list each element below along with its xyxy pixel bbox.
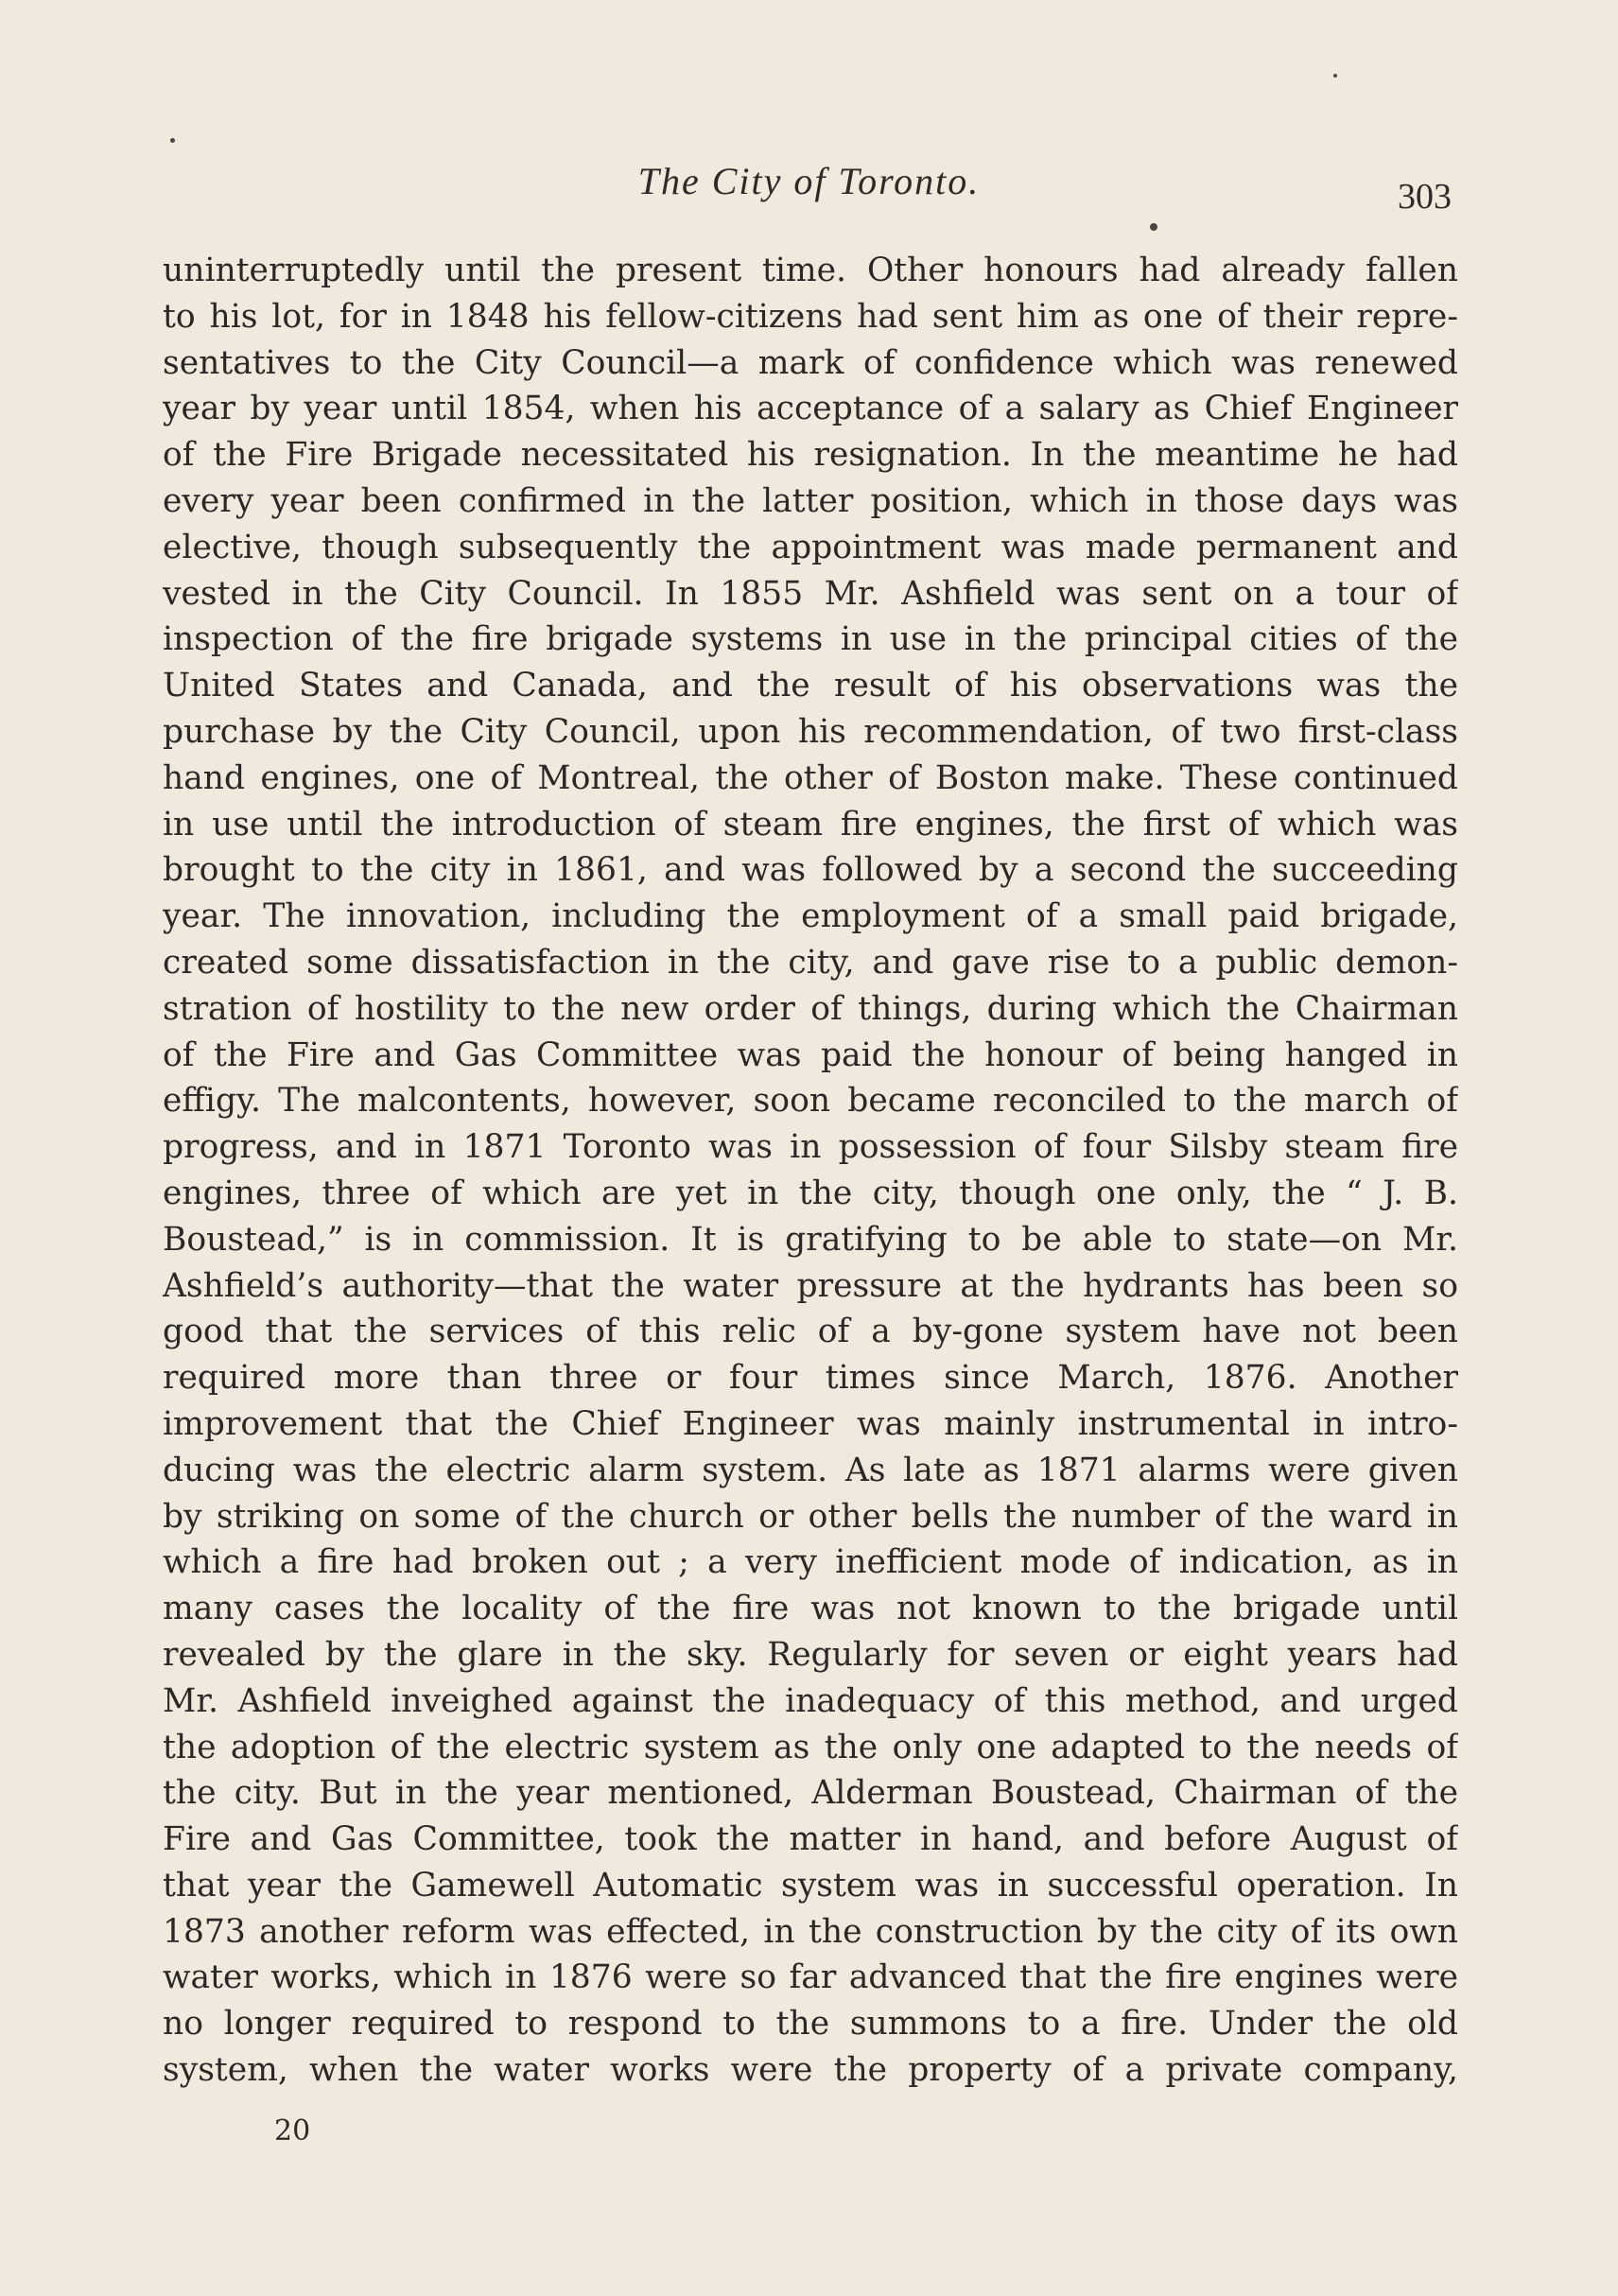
page-number: 303 <box>1398 177 1452 217</box>
text-line: inspection of the fire brigade systems in use in the principal cities of the <box>163 620 1458 659</box>
text-line: good that the services of this relic of a by-gone system have not been <box>163 1313 1458 1351</box>
text-line: in use until the introduction of steam fire engines, the first of which was <box>163 805 1458 844</box>
text-line: which a fire had broken out ; a very inefficient mode of indication, as in <box>163 1543 1458 1582</box>
text-line: effigy. The malcontents, however, soon became reconciled to the march of <box>163 1082 1458 1121</box>
text-line: engines, three of which are yet in the city, though one only, the “ J. B. <box>163 1174 1458 1212</box>
text-line: sentatives to the City Council—a mark of confidence which was renewed <box>163 343 1458 382</box>
print-speck <box>1150 223 1157 231</box>
text-line: no longer required to respond to the summons to a fire. Under the old <box>163 2005 1458 2044</box>
text-line: year. The innovation, including the employment of a small paid brigade, <box>163 897 1458 936</box>
text-line: 1873 another reform was effected, in the construction by the city of its own <box>163 1912 1458 1951</box>
text-line: vested in the City Council. In 1855 Mr. Ashfield was sent on a tour of <box>163 574 1458 613</box>
running-title: The City of Toronto. <box>637 160 981 202</box>
text-line: the adoption of the electric system as the only one adapted to the needs of <box>163 1728 1458 1766</box>
text-line: brought to the city in 1861, and was followed by a second the succeeding <box>163 851 1458 890</box>
text-line: by striking on some of the church or other bells the number of the ward in <box>163 1497 1458 1536</box>
text-line: system, when the water works were the property of a private company, <box>163 2051 1458 2090</box>
text-line: created some dissatisfaction in the city, and gave rise to a public demon- <box>163 943 1458 982</box>
text-line: required more than three or four times since March, 1876. Another <box>163 1359 1458 1398</box>
text-line: water works, which in 1876 were so far advanced that the fire engines were <box>163 1958 1458 1997</box>
print-speck <box>1333 74 1337 78</box>
text-line: Fire and Gas Committee, took the matter in hand, and before August of <box>163 1820 1458 1859</box>
text-line: uninterruptedly until the present time. Other honours had already fallen <box>163 252 1458 289</box>
text-line: improvement that the Chief Engineer was mainly instrumental in intro- <box>163 1404 1458 1443</box>
signature-mark: 20 <box>274 2114 311 2148</box>
body-text <box>163 248 1458 2094</box>
text-line: hand engines, one of Montreal, the other of Boston make. These continued <box>163 758 1458 797</box>
text-line: of the Fire and Gas Committee was paid the honour of being hanged in <box>163 1035 1458 1074</box>
text-line: to his lot, for in 1848 his fellow-citizens had sent him as one of their repre- <box>163 297 1458 336</box>
text-line: purchase by the City Council, upon his recommendation, of two first-class <box>163 712 1458 751</box>
text-line: Boustead,” is in commission. It is gratifying to be able to state—on Mr. <box>163 1220 1458 1259</box>
text-line: revealed by the glare in the sky. Regularly for seven or eight years had <box>163 1635 1458 1674</box>
print-speck <box>170 138 175 143</box>
text-line: that year the Gamewell Automatic system was in successful operation. In <box>163 1866 1458 1905</box>
text-line: many cases the locality of the fire was not known to the brigade until <box>163 1590 1458 1628</box>
text-line: stration of hostility to the new order of things, during which the Chairman <box>163 989 1458 1028</box>
text-line: Ashfield’s authority—that the water pressure at the hydrants has been so <box>163 1266 1458 1305</box>
text-line: of the Fire Brigade necessitated his resignation. In the meantime he had <box>163 436 1458 475</box>
text-line: ducing was the electric alarm system. As late as 1871 alarms were given <box>163 1451 1458 1489</box>
text-line: United States and Canada, and the result of his observations was the <box>163 667 1458 705</box>
text-line: elective, though subsequently the appointment was made permanent and <box>163 528 1458 566</box>
text-line: year by year until 1854, when his acceptance of a salary as Chief Engineer <box>163 390 1458 428</box>
text-line: Mr. Ashfield inveighed against the inadequacy of this method, and urged <box>163 1681 1458 1720</box>
text-line: the city. But in the year mentioned, Alderman Boustead, Chairman of the <box>163 1774 1458 1813</box>
text-line: every year been confirmed in the latter position, which in those days was <box>163 481 1458 520</box>
text-line: progress, and in 1871 Toronto was in possession of four Silsby steam fire <box>163 1128 1458 1167</box>
